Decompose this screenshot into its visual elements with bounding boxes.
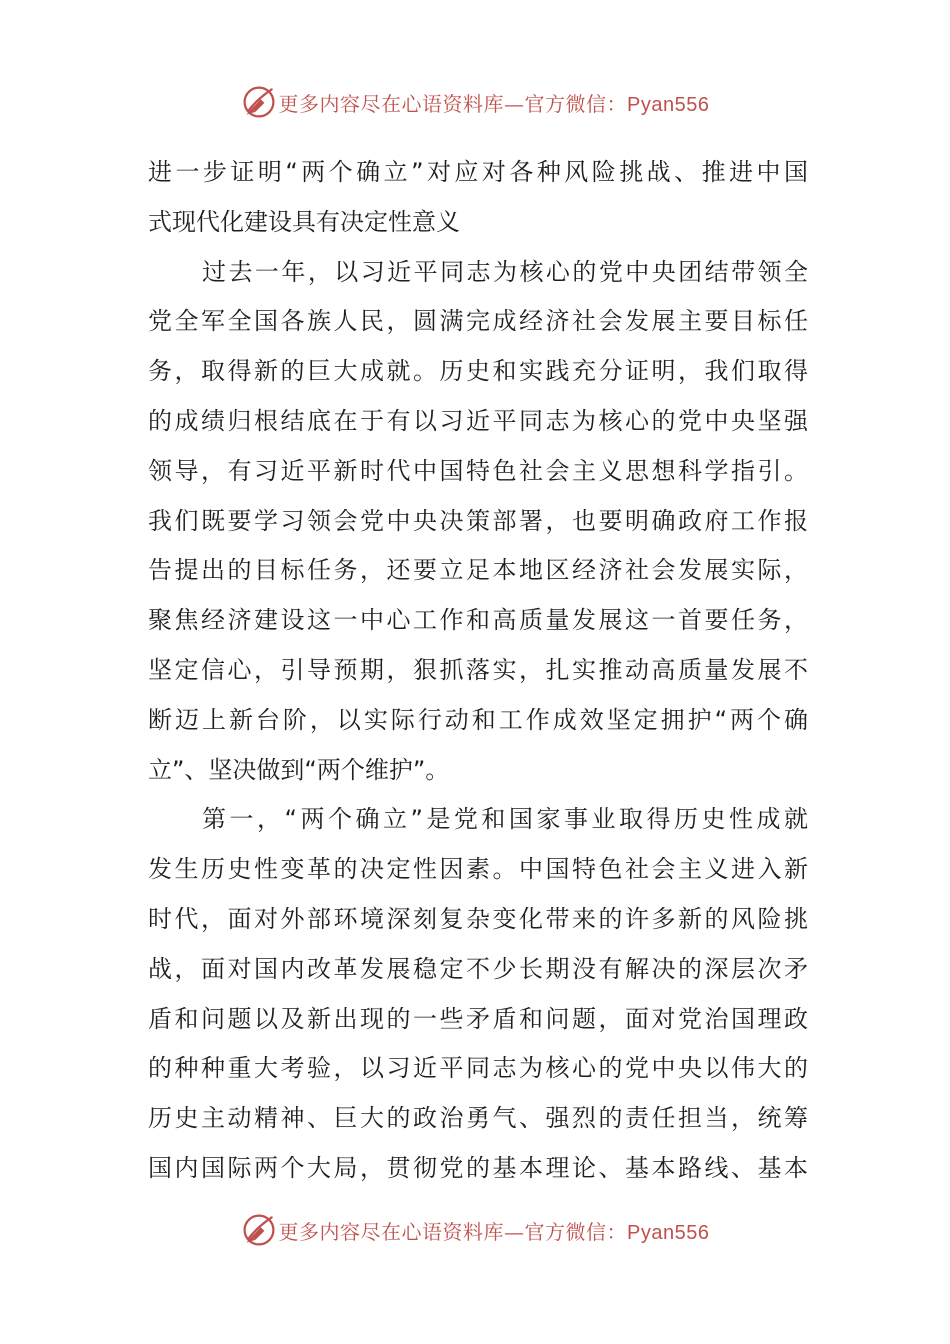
- body-line: 断迈上新台阶，以实际行动和工作成效坚定拥护“两个确: [148, 705, 808, 734]
- body-line: 进一步证明“两个确立”对应对各种风险挑战、推进中国: [148, 158, 808, 186]
- body-line: 时代，面对外部环境深刻复杂变化带来的许多新的风险挑: [148, 904, 808, 933]
- banner-wechat-label: 官方微信：: [524, 91, 628, 116]
- document-body: [148, 148, 808, 1194]
- body-line: 的种种重大考验，以习近平同志为核心的党中央以伟大的: [148, 1054, 808, 1083]
- paragraph-start-line: 第一，“两个确立”是党和国家事业取得历史性成就: [202, 805, 808, 834]
- body-line: 告提出的目标任务，还要立足本地区经济社会发展实际，: [148, 556, 808, 585]
- body-line: 战，面对国内改革发展稳定不少长期没有解决的深层次矛: [148, 954, 808, 983]
- banner-wechat-id: Pyan556: [627, 1221, 710, 1244]
- footer-banner: [0, 1210, 950, 1250]
- banner-dash: —: [504, 91, 525, 116]
- body-line: 发生历史性变革的决定性因素。中国特色社会主义进入新: [148, 855, 808, 884]
- body-line: 盾和问题以及新出现的一些矛盾和问题，面对党治国理政: [148, 1004, 808, 1033]
- banner-text: [279, 88, 710, 117]
- pen-logo-icon: [241, 84, 277, 120]
- body-line: 我们既要学习领会党中央决策部署，也要明确政府工作报: [148, 506, 808, 535]
- banner-dash: —: [504, 1219, 525, 1244]
- paragraph-start-line: 过去一年，以习近平同志为核心的党中央团结带领全: [202, 257, 808, 286]
- banner-wechat-id: Pyan556: [627, 93, 710, 116]
- body-line: 的成绩归根结底在于有以习近平同志为核心的党中央坚强: [148, 406, 808, 435]
- banner-wechat-label: 官方微信：: [524, 1219, 628, 1244]
- body-line: 国内国际两个大局，贯彻党的基本理论、基本路线、基本: [148, 1153, 808, 1182]
- body-line: 式现代化建设具有决定性意义: [148, 207, 460, 236]
- body-line: 坚定信心，引导预期，狠抓落实，扎实推动高质量发展不: [148, 655, 808, 684]
- banner-text: [279, 1216, 710, 1245]
- header-banner: [0, 82, 950, 122]
- body-line: 立”、坚决做到“两个维护”。: [148, 755, 450, 784]
- banner-main-text: 更多内容尽在心语资料库: [278, 1219, 505, 1244]
- body-line: 聚焦经济建设这一中心工作和高质量发展这一首要任务，: [148, 606, 808, 635]
- banner-main-text: 更多内容尽在心语资料库: [278, 91, 505, 116]
- body-line: 历史主动精神、巨大的政治勇气、强烈的责任担当，统筹: [148, 1104, 808, 1133]
- pen-logo-icon: [241, 1212, 277, 1248]
- body-line: 务，取得新的巨大成就。历史和实践充分证明，我们取得: [148, 357, 808, 386]
- body-line: 党全军全国各族人民，圆满完成经济社会发展主要目标任: [148, 307, 808, 336]
- body-line: 领导，有习近平新时代中国特色社会主义思想科学指引。: [148, 456, 808, 485]
